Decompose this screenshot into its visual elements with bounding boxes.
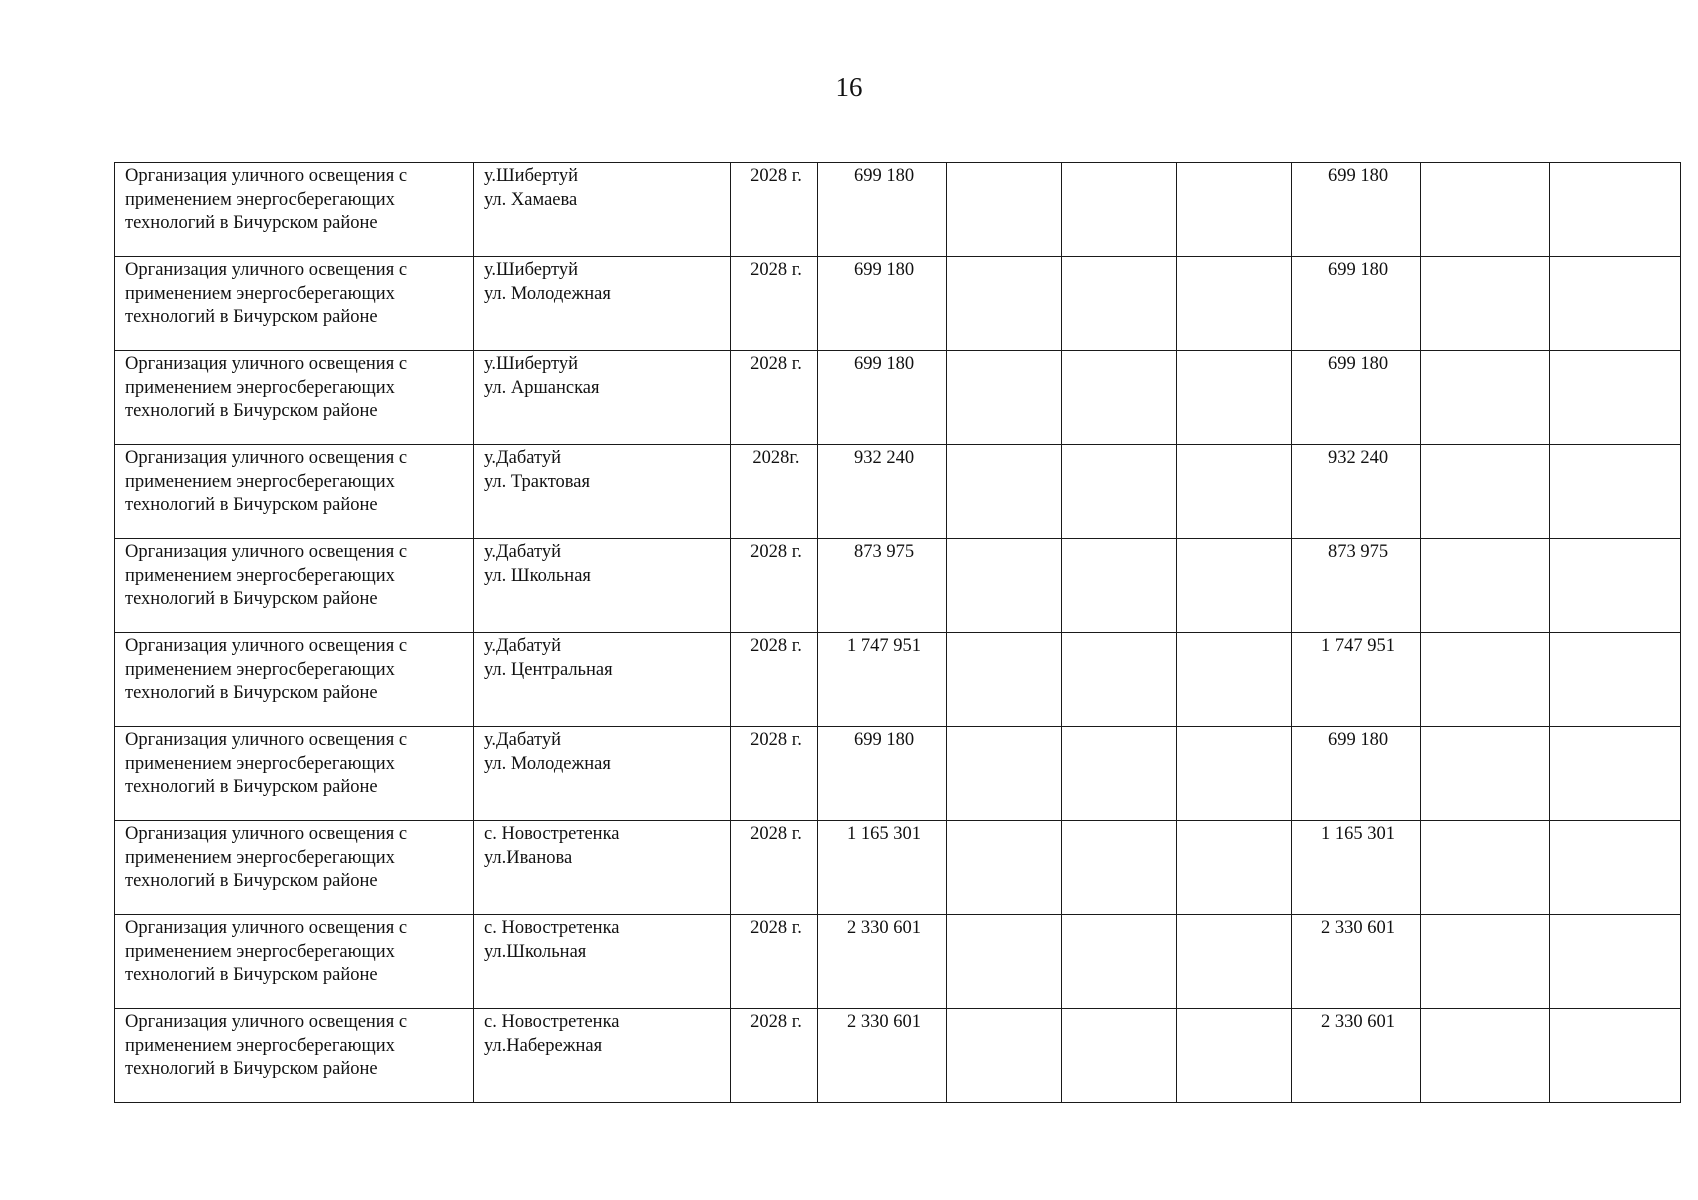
activity-title-line: применением энергосберегающих (125, 565, 395, 586)
location-line: с. Новостретенка (484, 1012, 620, 1032)
location-line: у.Шибертуй (484, 166, 578, 186)
amount-cell-c9 (1421, 351, 1550, 445)
location-cell (474, 351, 731, 445)
amount-cell-c8: 699 180 (1292, 163, 1421, 257)
location-cell (474, 727, 731, 821)
amount-cell-c10 (1550, 539, 1681, 633)
amount-cell-c8: 699 180 (1292, 351, 1421, 445)
activity-title-line: технологий в Бичурском районе (125, 683, 378, 703)
location-cell (474, 915, 731, 1009)
activity-title-line: Организация уличного освещения с (125, 448, 408, 468)
activity-title-line: Организация уличного освещения с (125, 542, 408, 562)
amount-cell-c6 (1062, 163, 1177, 257)
amount-cell-c7 (1177, 1009, 1292, 1103)
amount-cell-c9 (1421, 163, 1550, 257)
location-line: с. Новостретенка (484, 918, 620, 938)
location-cell (474, 445, 731, 539)
table-row (115, 351, 1681, 445)
amount-cell-c6 (1062, 633, 1177, 727)
activity-title-cell (115, 1009, 474, 1103)
location-cell (474, 539, 731, 633)
activity-title-cell (115, 257, 474, 351)
amount-cell-c6 (1062, 727, 1177, 821)
activity-title-line: применением энергосберегающих (125, 377, 395, 398)
total-amount-cell: 2 330 601 (818, 1009, 947, 1103)
year-cell: 2028 г. (731, 727, 818, 821)
location-line: у.Дабатуй (484, 448, 561, 468)
amount-cell-c5 (947, 163, 1062, 257)
year-cell: 2028 г. (731, 257, 818, 351)
amount-cell-c5 (947, 351, 1062, 445)
amount-cell-c8: 1 165 301 (1292, 821, 1421, 915)
activity-title-line: Организация уличного освещения с (125, 730, 408, 750)
location-cell (474, 633, 731, 727)
amount-cell-c8: 2 330 601 (1292, 1009, 1421, 1103)
activity-title-line: технологий в Бичурском районе (125, 1059, 378, 1079)
activity-title-line: технологий в Бичурском районе (125, 213, 378, 233)
activity-title-line: Организация уличного освещения с (125, 166, 408, 186)
activity-title-cell (115, 351, 474, 445)
amount-cell-c9 (1421, 633, 1550, 727)
activity-title-cell (115, 445, 474, 539)
amount-cell-c5 (947, 445, 1062, 539)
total-amount-cell: 2 330 601 (818, 915, 947, 1009)
amount-cell-c9 (1421, 727, 1550, 821)
total-amount-cell: 1 165 301 (818, 821, 947, 915)
amount-cell-c8: 932 240 (1292, 445, 1421, 539)
activity-title-line: технологий в Бичурском районе (125, 495, 378, 515)
year-cell: 2028 г. (731, 633, 818, 727)
table-row (115, 1009, 1681, 1103)
amount-cell-c10 (1550, 821, 1681, 915)
year-cell: 2028 г. (731, 351, 818, 445)
location-cell (474, 163, 731, 257)
activity-title-cell (115, 727, 474, 821)
total-amount-cell: 932 240 (818, 445, 947, 539)
amount-cell-c8: 699 180 (1292, 257, 1421, 351)
total-amount-cell: 1 747 951 (818, 633, 947, 727)
location-line: ул. Школьная (484, 565, 591, 586)
table-row (115, 163, 1681, 257)
amount-cell-c7 (1177, 915, 1292, 1009)
activity-title-cell (115, 633, 474, 727)
table-row (115, 633, 1681, 727)
activity-title-line: применением энергосберегающих (125, 659, 395, 680)
activity-title-cell (115, 915, 474, 1009)
amount-cell-c7 (1177, 727, 1292, 821)
activity-title-cell (115, 539, 474, 633)
page-number: 16 (835, 72, 863, 102)
activity-title-line: применением энергосберегающих (125, 283, 395, 304)
location-line: ул. Трактовая (484, 471, 591, 492)
year-cell: 2028 г. (731, 821, 818, 915)
table-row (115, 445, 1681, 539)
amount-cell-c8: 873 975 (1292, 539, 1421, 633)
activity-title-line: технологий в Бичурском районе (125, 871, 378, 891)
amount-cell-c7 (1177, 257, 1292, 351)
total-amount-cell: 699 180 (818, 163, 947, 257)
activity-title-line: применением энергосберегающих (125, 189, 395, 210)
activity-title-line: технологий в Бичурском районе (125, 401, 378, 421)
amount-cell-c5 (947, 539, 1062, 633)
table-row (115, 727, 1681, 821)
amount-cell-c5 (947, 727, 1062, 821)
amount-cell-c9 (1421, 539, 1550, 633)
activity-title-line: применением энергосберегающих (125, 471, 395, 492)
total-amount-cell: 699 180 (818, 727, 947, 821)
total-amount-cell: 699 180 (818, 257, 947, 351)
activity-title-line: Организация уличного освещения с (125, 354, 408, 374)
total-amount-cell: 699 180 (818, 351, 947, 445)
amount-cell-c6 (1062, 1009, 1177, 1103)
amount-cell-c5 (947, 915, 1062, 1009)
amount-cell-c7 (1177, 633, 1292, 727)
activity-title-line: технологий в Бичурском районе (125, 965, 378, 985)
table-body (115, 163, 1681, 1103)
amount-cell-c10 (1550, 257, 1681, 351)
program-table (114, 162, 1681, 1103)
activity-title-line: применением энергосберегающих (125, 1035, 395, 1056)
amount-cell-c9 (1421, 257, 1550, 351)
activity-title-cell (115, 821, 474, 915)
table-row (115, 915, 1681, 1009)
amount-cell-c5 (947, 633, 1062, 727)
year-cell: 2028г. (731, 445, 818, 539)
activity-title-line: технологий в Бичурском районе (125, 589, 378, 609)
location-line: у.Шибертуй (484, 260, 578, 280)
location-line: ул. Молодежная (484, 753, 611, 774)
activity-title-line: Организация уличного освещения с (125, 1012, 408, 1032)
amount-cell-c8: 2 330 601 (1292, 915, 1421, 1009)
amount-cell-c6 (1062, 351, 1177, 445)
table-row (115, 539, 1681, 633)
amount-cell-c10 (1550, 351, 1681, 445)
amount-cell-c5 (947, 1009, 1062, 1103)
location-line: у.Дабатуй (484, 636, 561, 656)
year-cell: 2028 г. (731, 915, 818, 1009)
amount-cell-c7 (1177, 445, 1292, 539)
location-line: ул. Молодежная (484, 283, 611, 304)
amount-cell-c7 (1177, 351, 1292, 445)
location-cell (474, 1009, 731, 1103)
amount-cell-c10 (1550, 163, 1681, 257)
activity-title-line: Организация уличного освещения с (125, 636, 408, 656)
activity-title-cell (115, 163, 474, 257)
amount-cell-c6 (1062, 915, 1177, 1009)
amount-cell-c6 (1062, 539, 1177, 633)
location-line: ул. Центральная (484, 659, 613, 680)
location-line: у.Дабатуй (484, 542, 561, 562)
amount-cell-c8: 699 180 (1292, 727, 1421, 821)
amount-cell-c9 (1421, 821, 1550, 915)
amount-cell-c5 (947, 257, 1062, 351)
total-amount-cell: 873 975 (818, 539, 947, 633)
amount-cell-c10 (1550, 915, 1681, 1009)
location-cell (474, 257, 731, 351)
location-line: ул.Школьная (484, 941, 587, 962)
location-line: ул. Хамаева (484, 189, 578, 210)
amount-cell-c9 (1421, 915, 1550, 1009)
year-cell: 2028 г. (731, 163, 818, 257)
location-line: ул. Аршанская (484, 377, 600, 398)
activity-title-line: применением энергосберегающих (125, 753, 395, 774)
location-line: ул.Набережная (484, 1035, 603, 1056)
amount-cell-c6 (1062, 445, 1177, 539)
activity-title-line: технологий в Бичурском районе (125, 777, 378, 797)
year-cell: 2028 г. (731, 539, 818, 633)
table-row (115, 257, 1681, 351)
table-row (115, 821, 1681, 915)
activity-title-line: Организация уличного освещения с (125, 918, 408, 938)
amount-cell-c8: 1 747 951 (1292, 633, 1421, 727)
location-cell (474, 821, 731, 915)
amount-cell-c9 (1421, 445, 1550, 539)
amount-cell-c10 (1550, 633, 1681, 727)
amount-cell-c10 (1550, 727, 1681, 821)
year-cell: 2028 г. (731, 1009, 818, 1103)
location-line: ул.Иванова (484, 847, 573, 868)
activity-title-line: применением энергосберегающих (125, 847, 395, 868)
amount-cell-c5 (947, 821, 1062, 915)
amount-cell-c6 (1062, 257, 1177, 351)
location-line: с. Новостретенка (484, 824, 620, 844)
amount-cell-c7 (1177, 821, 1292, 915)
amount-cell-c10 (1550, 1009, 1681, 1103)
activity-title-line: Организация уличного освещения с (125, 260, 408, 280)
location-line: у.Дабатуй (484, 730, 561, 750)
activity-title-line: технологий в Бичурском районе (125, 307, 378, 327)
amount-cell-c7 (1177, 539, 1292, 633)
activity-title-line: Организация уличного освещения с (125, 824, 408, 844)
amount-cell-c10 (1550, 445, 1681, 539)
activity-title-line: применением энергосберегающих (125, 941, 395, 962)
amount-cell-c6 (1062, 821, 1177, 915)
amount-cell-c9 (1421, 1009, 1550, 1103)
amount-cell-c7 (1177, 163, 1292, 257)
location-line: у.Шибертуй (484, 354, 578, 374)
